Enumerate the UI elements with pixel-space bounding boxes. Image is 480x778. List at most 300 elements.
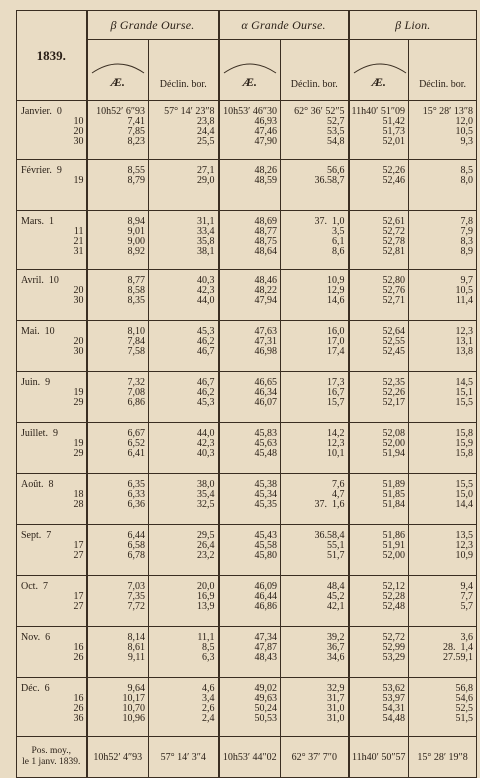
ar-value: 52,08	[382, 428, 406, 439]
date-label: 17	[73, 591, 84, 602]
declination-value: 34,6	[327, 652, 345, 663]
declination-value: 36,7	[327, 642, 345, 653]
ar-value-cell	[219, 474, 281, 525]
ar-value-cell	[349, 101, 409, 160]
date-label: 26	[73, 703, 84, 714]
mean-position-row	[17, 737, 477, 778]
month-group-row	[17, 160, 477, 211]
declination-value-cell	[409, 627, 477, 678]
ar-value-cell	[219, 160, 281, 211]
date-label: 20	[73, 126, 84, 137]
declination-value: 28. 1,4	[443, 642, 474, 653]
declination-value: 4,7	[332, 489, 345, 500]
declination-value: 44,0	[197, 428, 215, 439]
ar-value: 52,99	[382, 642, 406, 653]
declination-value: 15,5	[455, 397, 474, 408]
declination-value: 40,3	[197, 275, 215, 286]
declination-value: 15,7	[327, 397, 345, 408]
declination-value: 16,9	[197, 591, 215, 602]
ar-value: 47,87	[254, 642, 278, 653]
declination-value: 11,1	[197, 632, 215, 643]
declination-value: 9,3	[460, 136, 474, 147]
mean-value: 15° 28′ 19″8	[409, 737, 477, 778]
ar-value: 8,35	[127, 295, 145, 306]
brace-curve-icon	[90, 61, 146, 75]
month-group-row	[17, 321, 477, 372]
ar-value-cell	[349, 160, 409, 211]
declination-value-cell	[281, 160, 349, 211]
ar-value-cell	[87, 211, 149, 270]
ar-value: 52,71	[382, 295, 406, 306]
star-positions-table	[16, 10, 477, 778]
declination-value: 27.59,1	[443, 652, 474, 663]
declination-value: 13,9	[197, 601, 215, 612]
ar-value-cell	[219, 525, 281, 576]
date-label: 11	[73, 226, 84, 237]
ar-value: 48,26	[254, 165, 278, 176]
ar-value: 52,28	[382, 591, 406, 602]
declination-value-cell	[409, 321, 477, 372]
ar-value: 52,12	[382, 581, 406, 592]
ar-header: Æ.	[349, 40, 409, 101]
ar-value-cell	[219, 101, 281, 160]
ar-value: 52,61	[382, 216, 406, 227]
declination-value: 23,2	[197, 550, 215, 561]
declination-value: 51,5	[455, 713, 474, 724]
ar-value: 6,41	[127, 448, 145, 459]
ar-value-cell	[219, 321, 281, 372]
mean-value: 10h52′ 4″93	[87, 737, 149, 778]
declination-value: 46,2	[197, 387, 215, 398]
declination-value: 52,7	[327, 116, 345, 127]
ar-value: 7,35	[127, 591, 145, 602]
declination-value: 14,6	[327, 295, 345, 306]
ar-value: 46,09	[254, 581, 278, 592]
declination-value: 7,6	[332, 479, 345, 490]
ar-value: 45,35	[254, 499, 278, 510]
declination-value: 3,5	[332, 226, 345, 237]
ar-value: 52,64	[382, 326, 406, 337]
ar-value: 49,02	[254, 683, 278, 694]
date-label: 16	[73, 693, 84, 704]
ar-value: 48,59	[254, 175, 278, 186]
date-label: Mars. 1	[21, 216, 55, 227]
ar-value-cell	[349, 474, 409, 525]
declination-value: 45,3	[197, 397, 215, 408]
date-label: 30	[73, 346, 84, 357]
declination-value: 37. 1,0	[314, 216, 345, 227]
ar-value: 51,91	[382, 540, 406, 551]
ar-value: 8,23	[127, 136, 145, 147]
ar-value: 47,34	[254, 632, 278, 643]
ar-value: 8,94	[127, 216, 145, 227]
ar-header: Æ.	[87, 40, 149, 101]
date-label: Mai. 10	[21, 326, 55, 337]
ar-value: 6,44	[127, 530, 145, 541]
declination-value: 33,4	[197, 226, 215, 237]
declination-value-cell	[149, 576, 219, 627]
ar-value: 51,86	[382, 530, 406, 541]
declination-value-cell	[409, 423, 477, 474]
declination-value: 15,8	[455, 448, 474, 459]
declination-value: 7,9	[460, 226, 474, 237]
date-label: 19	[73, 175, 84, 186]
ar-value-cell	[87, 372, 149, 423]
declination-value-cell	[281, 525, 349, 576]
date-label: 26	[73, 652, 84, 663]
ar-value: 8,77	[127, 275, 145, 286]
ar-value: 48,43	[254, 652, 278, 663]
declination-value-cell	[149, 627, 219, 678]
declination-value-cell	[281, 678, 349, 737]
ar-value: 46,65	[254, 377, 278, 388]
ar-value-cell	[219, 270, 281, 321]
ar-value: 10,17	[122, 693, 145, 704]
ar-value: 50,53	[254, 713, 278, 724]
declination-value: 46,7	[197, 346, 215, 357]
ar-value: 6,86	[127, 397, 145, 408]
ar-value: 47,46	[254, 126, 278, 137]
declination-value: 39,2	[327, 632, 345, 643]
date-label: Février. 9	[21, 165, 62, 176]
declination-value: 57° 14′ 23″8	[164, 106, 215, 117]
declination-value-cell	[281, 101, 349, 160]
declination-value: 10,1	[327, 448, 345, 459]
date-label: Août. 8	[21, 479, 54, 490]
declination-value: 8,3	[460, 236, 474, 247]
declination-value-cell	[409, 160, 477, 211]
declination-header: Déclin. bor.	[409, 40, 477, 101]
ar-value-cell	[87, 678, 149, 737]
date-label: Déc. 6	[21, 683, 50, 694]
year-label: 1839.	[17, 11, 87, 101]
ar-value-cell	[219, 576, 281, 627]
ar-value: 54,48	[382, 713, 406, 724]
declination-value: 10,9	[327, 275, 345, 286]
ar-value-cell	[87, 101, 149, 160]
declination-value: 13,8	[455, 346, 474, 357]
declination-value-cell	[149, 101, 219, 160]
date-cell	[17, 423, 87, 474]
date-label: 16	[73, 642, 84, 653]
declination-value: 42,1	[327, 601, 345, 612]
declination-value-cell	[149, 525, 219, 576]
declination-value-cell	[409, 474, 477, 525]
date-cell	[17, 270, 87, 321]
declination-value: 35,4	[197, 489, 215, 500]
ar-value: 50,24	[254, 703, 278, 714]
declination-value: 45,2	[327, 591, 345, 602]
ar-value: 6,78	[127, 550, 145, 561]
declination-value: 14,4	[455, 499, 474, 510]
ar-value: 52,81	[382, 246, 406, 257]
declination-value: 37. 1,6	[314, 499, 345, 510]
star-header-alpha-ursa-major: α Grande Ourse.	[219, 11, 349, 40]
ar-value: 52,17	[382, 397, 406, 408]
declination-value: 45,3	[197, 326, 215, 337]
ar-value-cell	[349, 270, 409, 321]
declination-value: 10,5	[455, 126, 474, 137]
date-cell	[17, 576, 87, 627]
month-group-row	[17, 372, 477, 423]
declination-value-cell	[281, 474, 349, 525]
ar-value: 7,58	[127, 346, 145, 357]
month-group-row	[17, 101, 477, 160]
declination-value: 11,4	[455, 295, 474, 306]
date-label: 17	[73, 540, 84, 551]
declination-value: 13,1	[455, 336, 474, 347]
ar-value: 7,32	[127, 377, 145, 388]
ar-value: 52,55	[382, 336, 406, 347]
star-header-beta-leo: β Lion.	[349, 11, 477, 40]
date-label: 27	[73, 601, 84, 612]
ar-value: 49,63	[254, 693, 278, 704]
declination-value: 40,3	[197, 448, 215, 459]
ar-value: 52,78	[382, 236, 406, 247]
declination-value: 46,2	[197, 336, 215, 347]
declination-value: 36.58,7	[314, 175, 345, 186]
declination-value: 17,0	[327, 336, 345, 347]
declination-value-cell	[281, 321, 349, 372]
declination-value: 55,1	[327, 540, 345, 551]
ar-value: 52,80	[382, 275, 406, 286]
declination-value: 3,4	[202, 693, 215, 704]
declination-value: 2,4	[202, 713, 215, 724]
declination-value: 8,5	[202, 642, 215, 653]
ar-value: 51,73	[382, 126, 406, 137]
declination-value: 36.58,4	[314, 530, 345, 541]
star-header-beta-ursa-major: β Grande Ourse.	[87, 11, 219, 40]
ar-value: 52,72	[382, 632, 406, 643]
declination-value-cell	[281, 211, 349, 270]
ar-value: 47,31	[254, 336, 278, 347]
brace-curve-icon	[222, 61, 278, 75]
declination-value: 15,8	[455, 428, 474, 439]
declination-value: 35,8	[197, 236, 215, 247]
declination-value: 15,0	[455, 489, 474, 500]
declination-value-cell	[409, 270, 477, 321]
date-label: 20	[73, 336, 84, 347]
declination-value: 10,9	[455, 550, 474, 561]
date-cell	[17, 525, 87, 576]
month-group-row	[17, 474, 477, 525]
ar-value-cell	[349, 525, 409, 576]
declination-value: 44,0	[197, 295, 215, 306]
declination-value: 38,0	[197, 479, 215, 490]
ar-value-cell	[219, 423, 281, 474]
ar-value-cell	[349, 576, 409, 627]
ar-value: 8,10	[127, 326, 145, 337]
ar-value: 46,86	[254, 601, 278, 612]
ar-value: 7,85	[127, 126, 145, 137]
date-label: 21	[73, 236, 84, 247]
mean-value: 62° 37′ 7″0	[281, 737, 349, 778]
declination-value-cell	[149, 160, 219, 211]
declination-value: 6,1	[332, 236, 345, 247]
ar-value: 8,92	[127, 246, 145, 257]
declination-value: 52,5	[455, 703, 474, 714]
ar-value: 9,64	[127, 683, 145, 694]
ar-value: 48,75	[254, 236, 278, 247]
declination-value-cell	[149, 321, 219, 372]
date-label: 30	[73, 136, 84, 147]
ar-value: 47,90	[254, 136, 278, 147]
month-group-row	[17, 678, 477, 737]
declination-value: 12,0	[455, 116, 474, 127]
ar-value: 52,00	[382, 550, 406, 561]
ar-value-cell	[87, 423, 149, 474]
declination-value: 17,4	[327, 346, 345, 357]
date-cell	[17, 627, 87, 678]
ar-value: 8,58	[127, 285, 145, 296]
ar-value: 51,84	[382, 499, 406, 510]
ar-value: 48,46	[254, 275, 278, 286]
ar-value: 52,01	[382, 136, 406, 147]
declination-value: 6,3	[202, 652, 215, 663]
ar-value: 6,67	[127, 428, 145, 439]
date-label: 19	[73, 387, 84, 398]
ar-value: 6,36	[127, 499, 145, 510]
month-group-row	[17, 423, 477, 474]
declination-value: 10,5	[455, 285, 474, 296]
month-group-row	[17, 627, 477, 678]
ar-value: 6,33	[127, 489, 145, 500]
ar-value: 9,00	[127, 236, 145, 247]
ar-value: 7,08	[127, 387, 145, 398]
declination-value: 16,7	[327, 387, 345, 398]
declination-value-cell	[409, 211, 477, 270]
ar-value: 51,89	[382, 479, 406, 490]
declination-value: 8,0	[460, 175, 474, 186]
declination-value-cell	[281, 423, 349, 474]
ar-value: 10h53′ 46″30	[223, 106, 278, 117]
brace-curve-icon	[352, 61, 408, 75]
declination-value-cell	[281, 270, 349, 321]
declination-value: 8,9	[460, 246, 474, 257]
ar-value: 8,55	[127, 165, 145, 176]
declination-value-cell	[281, 372, 349, 423]
ar-value: 54,31	[382, 703, 406, 714]
declination-value: 14,5	[455, 377, 474, 388]
declination-value: 7,8	[460, 216, 474, 227]
declination-value: 29,0	[197, 175, 215, 186]
date-label: 29	[73, 397, 84, 408]
ar-value: 7,84	[127, 336, 145, 347]
ar-value: 52,76	[382, 285, 406, 296]
ar-value-cell	[349, 211, 409, 270]
ar-value: 52,00	[382, 438, 406, 449]
ar-value: 52,26	[382, 165, 406, 176]
declination-value: 62° 36′ 52″5	[294, 106, 345, 117]
declination-value-cell	[409, 372, 477, 423]
declination-value: 31,1	[197, 216, 215, 227]
declination-value-cell	[149, 211, 219, 270]
date-cell	[17, 160, 87, 211]
declination-value-cell	[409, 525, 477, 576]
ar-value: 51,42	[382, 116, 406, 127]
ar-value: 48,77	[254, 226, 278, 237]
declination-value: 32,5	[197, 499, 215, 510]
ar-value: 51,85	[382, 489, 406, 500]
ar-value: 6,58	[127, 540, 145, 551]
ar-value: 11h40′ 51″09	[351, 106, 406, 117]
ar-value-cell	[219, 211, 281, 270]
date-cell	[17, 372, 87, 423]
ar-value-cell	[87, 321, 149, 372]
declination-value: 20,0	[197, 581, 215, 592]
declination-value: 8,5	[460, 165, 474, 176]
declination-value: 48,4	[327, 581, 345, 592]
declination-value: 14,2	[327, 428, 345, 439]
ar-value-cell	[87, 525, 149, 576]
month-group-row	[17, 576, 477, 627]
ar-value-cell	[349, 321, 409, 372]
ar-value-cell	[219, 627, 281, 678]
declination-value: 12,3	[327, 438, 345, 449]
date-label: 28	[73, 499, 84, 510]
date-label: Oct. 7	[21, 581, 48, 592]
ar-value: 53,29	[382, 652, 406, 663]
declination-value: 9,7	[460, 275, 474, 286]
ar-value: 53,97	[382, 693, 406, 704]
declination-value: 27,1	[197, 165, 215, 176]
date-label: Juillet. 9	[21, 428, 58, 439]
ar-value: 7,41	[127, 116, 145, 127]
declination-value: 53,5	[327, 126, 345, 137]
date-label: Janvier. 0	[21, 106, 62, 117]
ar-value: 52,26	[382, 387, 406, 398]
ar-value-cell	[87, 270, 149, 321]
declination-value: 5,7	[460, 601, 474, 612]
date-label: 29	[73, 448, 84, 459]
declination-value: 3,6	[460, 632, 474, 643]
declination-value: 23,8	[197, 116, 215, 127]
ar-value: 46,44	[254, 591, 278, 602]
date-cell	[17, 101, 87, 160]
ar-value: 48,69	[254, 216, 278, 227]
declination-value-cell	[281, 627, 349, 678]
declination-value: 12,3	[455, 540, 474, 551]
declination-value: 26,4	[197, 540, 215, 551]
ar-value: 48,64	[254, 246, 278, 257]
declination-value: 56,6	[327, 165, 345, 176]
mean-value: 57° 14′ 3″4	[149, 737, 219, 778]
declination-value: 31,0	[327, 713, 345, 724]
declination-value: 13,5	[455, 530, 474, 541]
table-body	[17, 101, 477, 737]
ar-value: 10,96	[122, 713, 145, 724]
ar-value: 52,72	[382, 226, 406, 237]
date-label: 19	[73, 438, 84, 449]
declination-value: 31,7	[327, 693, 345, 704]
ar-value: 52,46	[382, 175, 406, 186]
ar-value: 46,34	[254, 387, 278, 398]
declination-value: 15,5	[455, 479, 474, 490]
declination-value: 15,9	[455, 438, 474, 449]
declination-header: Déclin. bor.	[281, 40, 349, 101]
date-label: 10	[73, 116, 84, 127]
ar-value: 47,94	[254, 295, 278, 306]
mean-value: 11h40′ 50″57	[349, 737, 409, 778]
ar-value: 45,43	[254, 530, 278, 541]
ar-value: 45,83	[254, 428, 278, 439]
ar-value: 9,01	[127, 226, 145, 237]
declination-value: 2,6	[202, 703, 215, 714]
ar-value-cell	[219, 372, 281, 423]
ar-value: 8,14	[127, 632, 145, 643]
ar-value: 10h52′ 6″93	[96, 106, 145, 117]
date-cell	[17, 211, 87, 270]
